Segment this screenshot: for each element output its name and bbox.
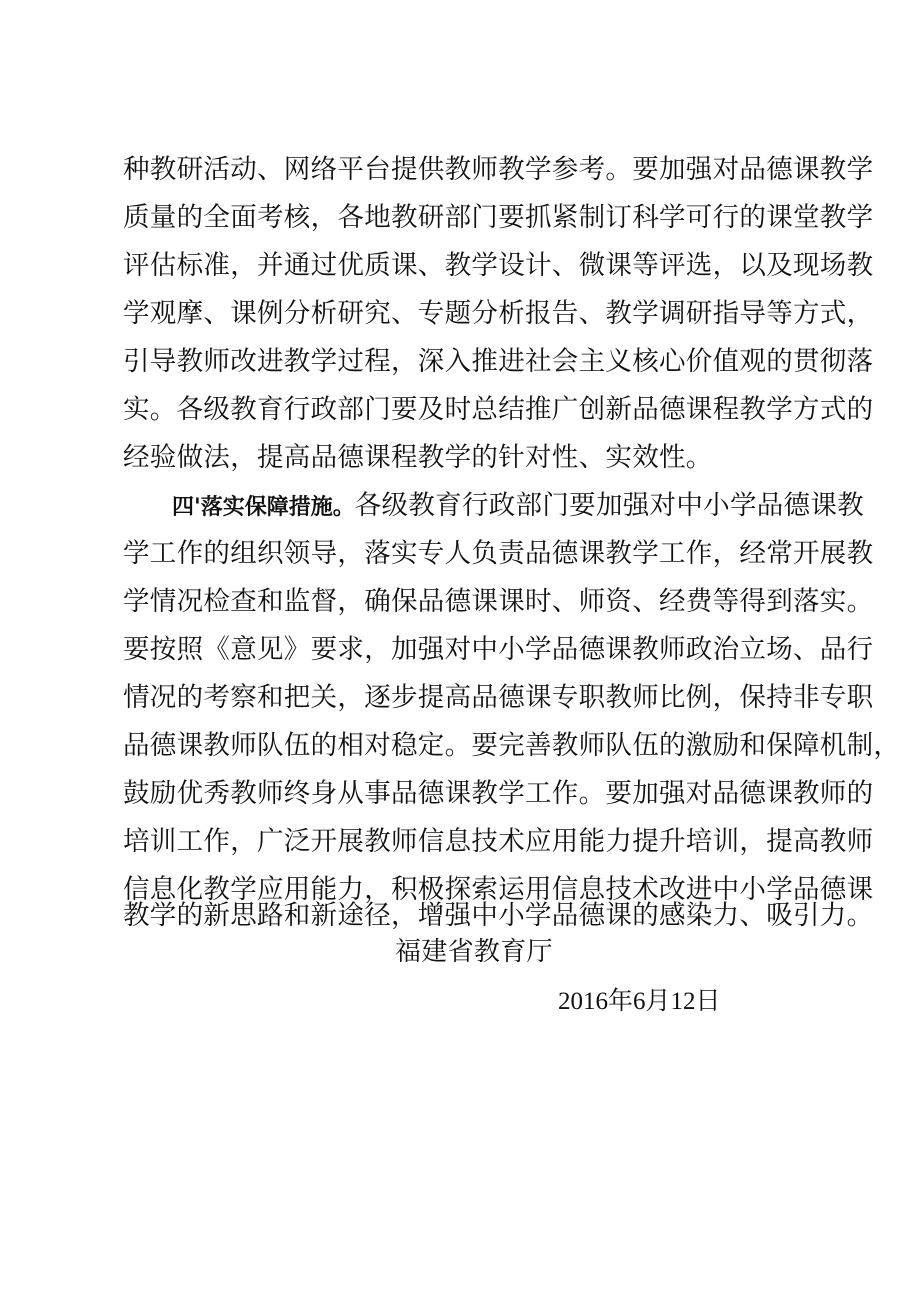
paragraph-line: 鼓励优秀教师终身从事品德课教学工作。要加强对品德课教师的 <box>123 778 874 809</box>
paragraph-line: 实。各级教育行政部门要及时总结推广创新品德课程教学方式的 <box>123 394 874 425</box>
paragraph-line-text: 各级教育行政部门要加强对中小学品德课教 <box>354 490 864 521</box>
paragraph-line: 品德课教师队伍的相对稳定。要完善教师队伍的激励和保障机制， <box>123 730 901 761</box>
paragraph-line: 评估标准，并通过优质课、教学设计、微课等评选，以及现场教 <box>123 250 874 281</box>
paragraph-line: 信息化教学应用能力，积极探索运用信息技术改进中小学品德课 <box>123 874 874 905</box>
paragraph-line: 学工作的组织领导，落实专人负责品德课教学工作，经常开展教 <box>123 538 874 569</box>
paragraph-line: 种教研活动、网络平台提供教师教学参考。要加强对品德课教学 <box>123 154 874 185</box>
paragraph-line: 培训工作，广泛开展教师信息技术应用能力提升培训，提高教师 <box>123 826 874 857</box>
paragraph-line: 经验做法，提高品德课程教学的针对性、实效性。 <box>123 442 713 473</box>
paragraph-line: 要按照《意见》要求，加强对中小学品德课教师政治立场、品行 <box>123 634 874 665</box>
paragraph-line: 情况的考察和把关，逐步提高品德课专职教师比例，保持非专职 <box>123 682 874 713</box>
issue-date: 2016年6月12日 <box>558 988 721 1015</box>
paragraph-line: 学观摩、课例分析研究、专题分析报告、教学调研指导等方式， <box>123 298 874 329</box>
paragraph-first-line <box>172 484 864 528</box>
paragraph-line: 教学的新思路和新途径，增强中小学品德课的感染力、吸引力。 <box>123 900 874 931</box>
paragraph-line: 引导教师改进教学过程，深入推进社会主义核心价值观的贯彻落 <box>123 346 874 377</box>
paragraph-line: 学情况检查和监督，确保品德课课时、师资、经费等得到落实。 <box>123 586 874 617</box>
issuing-organization: 福建省教育厅 <box>395 937 553 967</box>
paragraph-line: 质量的全面考核，各地教研部门要抓紧制订科学可行的课堂教学 <box>123 202 874 233</box>
section-heading: 四'落实保障措施。 <box>172 495 355 520</box>
